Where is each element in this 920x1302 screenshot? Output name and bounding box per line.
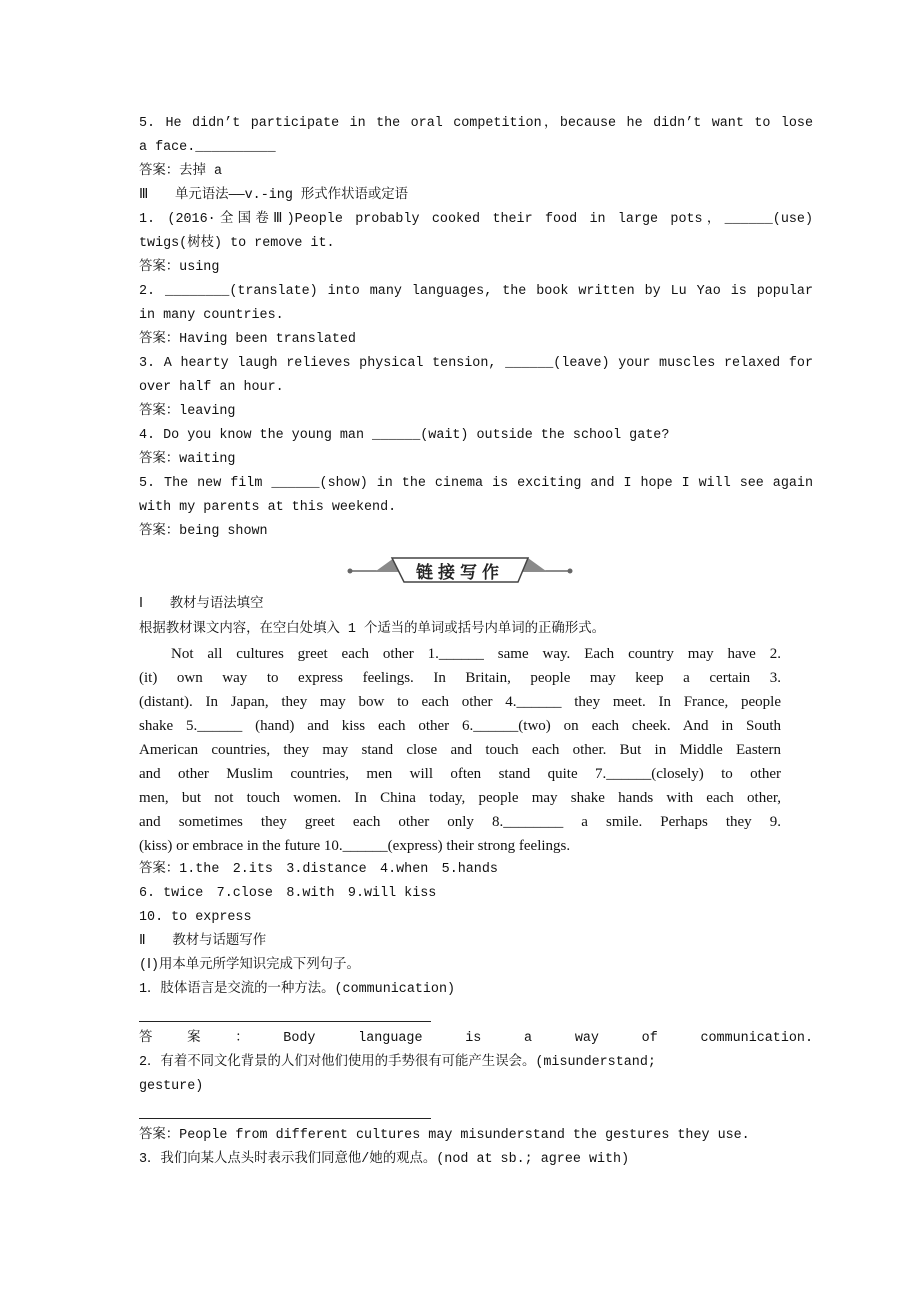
text-line: over half an hour. [139,380,284,395]
text-line: in many countries. [139,308,284,323]
text-line: (distant). In Japan, they may bow to each other 4.______ they meet. In France, people [139,694,781,710]
text-line: 5. The new film ______(show) in the cinema is exciting and I hope I will see again [139,476,813,491]
answer-line [139,1118,431,1119]
text-line: 4. Do you know the young man ______(wait) outside the school gate? [139,428,670,443]
text-line: and other Muslim countries, men will often stand quite 7.______(closely) to other [139,766,781,782]
text-line: Ⅱ 教材与话题写作 [139,934,267,949]
text-line: shake 5.______ (hand) and kiss each other 6.______(two) on each cheek. And in South [139,718,781,734]
text-line: 答案：using [139,260,220,275]
text-line: (kiss) or embrace in the future 10.______(express) their strong feelings. [139,838,571,854]
text-line: 答案：leaving [139,404,236,419]
text-line: a face.__________ [139,140,276,155]
text-line: and sometimes they greet each other only 8.________ a smile. Perhaps they 9. [139,814,781,830]
text-line: 答案：Having been translated [139,332,356,347]
text-line: 6. twice 7.close 8.with 9.will kiss [139,886,437,901]
text-line: American countries, they may stand close and touch each other. But in Middle Eastern [139,742,781,758]
banner-title: 链接写作 [416,563,504,583]
text-line: 3．我们向某人点头时表示我们同意他/她的观点。(nod at sb.; agree with) [139,1152,630,1167]
text-line: with my parents at this weekend. [139,500,397,515]
section-banner [346,556,574,584]
answer-line [139,1021,431,1022]
text-line: 根据教材课文内容，在空白处填入 1 个适当的单词或括号内单词的正确形式。 [139,622,605,637]
text-line: 2. ________(translate) into many languages, the book written by Lu Yao is popular [139,284,813,299]
text-line: 10. to express [139,910,252,925]
text-line: men, but not touch women. In China today, people may shake hands with each other, [139,790,781,806]
text-line: 答案：waiting [139,452,236,467]
text-line: 5. He didn’t participate in the oral competition，because he didn’t want to lose [139,116,813,131]
text-line: 答案：being shown [139,524,268,539]
text-line: (it) own way to express feelings. In Britain, people may keep a certain 3. [139,670,781,686]
text-line: twigs(树枝) to remove it. [139,236,335,251]
text-line: 3. A hearty laugh relieves physical tension, ______(leave) your muscles relaxed for [139,356,813,371]
text-line: 答案：去掉 a [139,164,223,179]
text-line: (Ⅰ)用本单元所学知识完成下列句子。 [139,958,360,973]
text-line: Not all cultures greet each other 1.______ same way. Each country may have 2. [171,646,781,662]
text-line: 答案：People from different cultures may misunderstand the gestures they use. [139,1128,750,1143]
text-line: Ⅲ 单元语法——v.-ing 形式作状语或定语 [139,188,409,203]
text-line: 2．有着不同文化背景的人们对他们使用的手势很有可能产生误会。(misunderstand; [139,1055,656,1070]
text-line: 答案：Body language is a way of communication. [139,1031,813,1046]
text-line: 1．肢体语言是交流的一种方法。(communication) [139,982,456,997]
text-line: gesture) [139,1079,204,1094]
text-line: 1. (2016·全国卷Ⅲ)People probably cooked their food in large pots，______(use) [139,212,813,227]
text-line: 答案：1.the 2.its 3.distance 4.when 5.hands [139,862,498,877]
text-line: Ⅰ 教材与语法填空 [139,597,264,612]
